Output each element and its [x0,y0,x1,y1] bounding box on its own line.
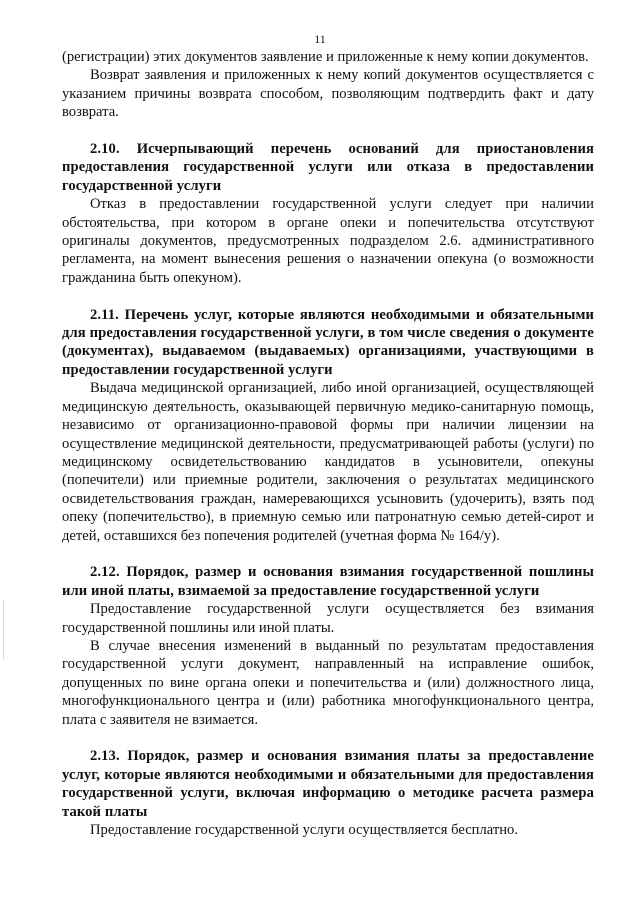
section-heading: 2.11. Перечень услуг, которые являются необходимыми и обязательными для предоставления государственной услуги, в том числе сведения о документе (документах), выдаваемом (выдаваемых) организациями, участвующими в предоставлении государственной услуги [62,306,594,378]
section-text: Предоставление государственной услуги осуществляется бесплатно. [90,822,518,838]
section-text: Предоставление государственной услуги осуществляется без взимания государственной пошлины или иной платы. [62,601,594,636]
scan-edge-mark [3,600,4,660]
section-2-12 [62,563,594,729]
section-heading: 2.12. Порядок, размер и основания взимания государственной пошлины или иной платы, взимаемой за предоставление государственной услуги [62,564,594,599]
spacer [62,122,594,140]
section-2-10 [62,140,594,287]
section-text: В случае внесения изменений в выданный по результатам предоставления государственной услуги документ, направленный на исправление ошибок, допущенных по вине органа опеки и попечительства и (или) должностного лица, многофункционального центра и (или) работника многофункционального центра, плата с заявителя не взимается. [62,637,594,728]
paragraph-return: Возврат заявления и приложенных к нему копий документов осуществляется с указанием причины возврата способом, позволяющим подтвердить факт и дату возврата. [62,67,594,121]
section-2-11 [62,306,594,545]
page-body [62,48,594,839]
section-text: Отказ в предоставлении государственной услуги следует при наличии обстоятельства, при котором в органе опеки и попечительства отсутствуют оригиналы документов, предусмотренных подразделом 2.6. административного регламента, на момент вынесения решения о назначении опекуна (о возможности гражданина быть опекуном). [62,196,594,286]
section-heading: 2.13. Порядок, размер и основания взимания платы за предоставление услуг, которые являются необходимыми и обязательными для предоставления государственной услуги, включая информацию о методике расчета размера такой платы [62,748,594,820]
section-text: Выдача медицинской организацией, либо иной организацией, осуществляющей медицинскую деятельность, оказывающей первичную медико-санитарную помощь, независимо от организационно-правовой формы при наличии лицензии на осуществление медицинской деятельности, предусматривающей работы (услуги) по медицинскому освидетельствованию кандидатов в усыновители, опекуны (попечители) или приемные родители, заключения о результатах медицинского освидетельствования граждан, намеревающихся усыновить (удочерить), взять под опеку (попечительство), в приемную семью или патронатную семью детей-сирот и детей, оставшихся без попечения родителей (учетная форма № 164/у). [62,380,594,544]
spacer [62,287,594,305]
spacer [62,729,594,747]
spacer [62,545,594,563]
section-2-13 [62,747,594,839]
page-number: 11 [314,32,326,46]
section-heading: 2.10. Исчерпывающий перечень оснований для приостановления предоставления государственной услуги или отказа в предоставлении государственной услуги [62,141,594,194]
paragraph-continuation: (регистрации) этих документов заявление и приложенные к нему копии документов. [62,49,589,65]
